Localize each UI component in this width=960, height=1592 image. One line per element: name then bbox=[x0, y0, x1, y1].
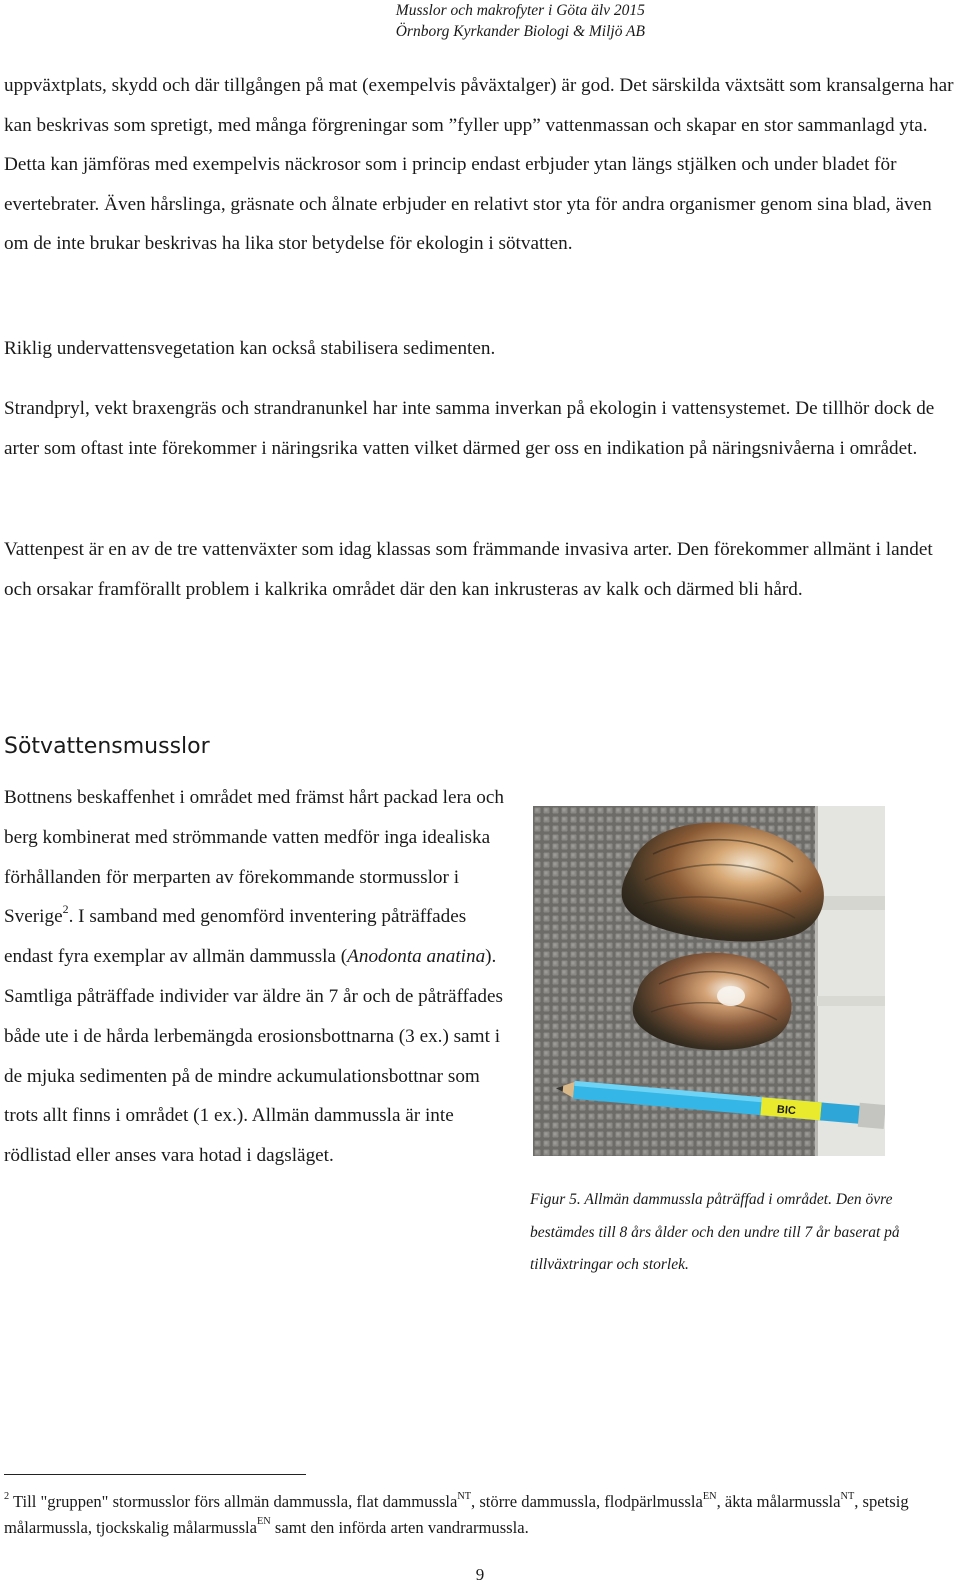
footnote bbox=[4, 1489, 956, 1540]
body-paragraph-4: Vattenpest är en av de tre vattenväxter som idag klassas som främmande invasiva arter. Den förekommer allmänt i landet och orsakar framförallt problem i kalkrika området där den kan inkrusteras av kalk och därmed bli hård. bbox=[4, 539, 933, 600]
redlist-en-2: EN bbox=[257, 1516, 271, 1528]
footnote-rule bbox=[4, 1474, 306, 1475]
figure-caption: Figur 5. Allmän dammussla påträffad i området. Den övre bestämdes till 8 års ålder och den undre till 7 år baserat på tillväxtringar och storlek. bbox=[530, 1191, 900, 1273]
footnote-text-1: Till "gruppen" stormusslor förs allmän dammussla, flat dammussla bbox=[9, 1492, 458, 1511]
footnote-text-3: , äkta målarmussla bbox=[716, 1492, 841, 1511]
body-paragraph-3: Strandpryl, vekt braxengräs och strandranunkel har inte samma inverkan på ekologin i vattensystemet. De tillhör dock de arter som oftast inte förekommer i näringsrika vatten vilket därmed ger oss en indikation på näringsnivåerna i området. bbox=[4, 398, 935, 459]
running-header bbox=[396, 0, 645, 42]
footnote-mark: 2 bbox=[4, 1490, 10, 1502]
section-text-c: ). Samtliga påträffade individer var äldre än 7 år och de påträffades både ute i de hårda lerbemängda erosionsbottnarna (3 ex.) samt i de mjuka sedimenten på de mindre ackumulationsbottnar som trots allt finns i området (1 ex.). Allmän dammussla är inte rödlistad eller anses vara hotad i dagsläget. bbox=[4, 946, 504, 1167]
pencil-logo: BIC bbox=[776, 1103, 797, 1118]
header-author: Örnborg Kyrkander Biologi & Miljö AB bbox=[395, 23, 645, 40]
redlist-nt-2: NT bbox=[840, 1490, 855, 1502]
body-paragraph-1: uppväxtplats, skydd och där tillgången på mat (exempelvis påväxtalger) är god. Det särskilda växtsätt som kransalgerna har kan beskrivas som spretigt, med många förgreningar som ”fyller upp” vattenmassan och skapar en stor sammanlagd yta. Detta kan jämföras med exempelvis näckrosor som i princip endast erbjuder ytan längs stjälken och under bladet för evertebrater. Även hårslinga, gräsnate och ålnate erbjuder en relativt stor yta för andra organismer genom sina blad, även om de inte brukar beskrivas ha lika stor betydelse för ekologin i sötvatten. bbox=[4, 75, 954, 254]
page-number: 9 bbox=[475, 1565, 485, 1584]
header-title: Musslor och makrofyter i Göta älv 2015 bbox=[395, 2, 645, 19]
redlist-nt-1: NT bbox=[457, 1490, 472, 1502]
body-paragraph-2: Riklig undervattensvegetation kan också stabilisera sedimenten. bbox=[4, 338, 496, 359]
footnote-text-2: , större dammussla, flodpärlmussla bbox=[471, 1492, 703, 1511]
footnote-text-5: samt den införda arten vandrarmussla. bbox=[270, 1517, 529, 1537]
footnote-ref[interactable]: 2 bbox=[62, 902, 69, 917]
section-text bbox=[4, 778, 504, 1176]
footnote-text-4: , spetsig målarmussla, tjockskalig målarmussla bbox=[4, 1492, 909, 1537]
section-heading: Sötvattensmusslor bbox=[4, 734, 210, 759]
section-text-b: . I samband med genomförd inventering påträffades endast fyra exemplar av allmän dammussla ( bbox=[4, 906, 467, 968]
redlist-en-1: EN bbox=[702, 1490, 717, 1502]
section-text-a: Bottnens beskaffenhet i området med främst hårt packad lera och berg kombinerat med strömmande vatten medför inga idealiska förhållanden för merparten av förekommande stormusslor i Sverige bbox=[4, 787, 504, 928]
mussel-photo bbox=[533, 806, 885, 1156]
species-name: Anodonta anatina bbox=[347, 946, 486, 968]
